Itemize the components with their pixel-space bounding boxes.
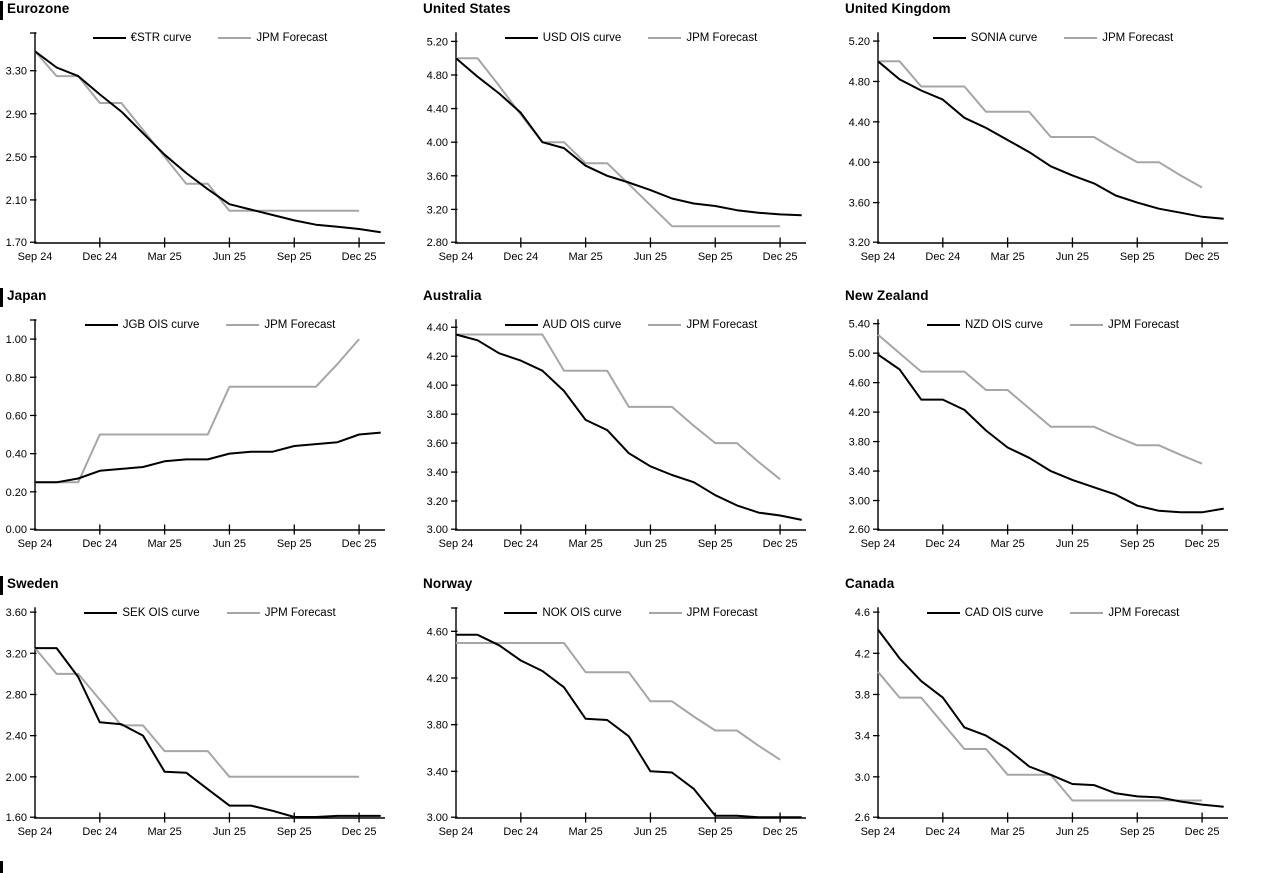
chart-cell-japan: [0, 287, 421, 575]
x-tick-label: Dec 24: [82, 538, 118, 550]
chart-cell-sweden: [0, 575, 421, 873]
y-tick-label: 4.6: [854, 607, 870, 620]
x-tick-label: Dec 25: [1184, 826, 1220, 838]
x-tick-label: Mar 25: [147, 538, 182, 550]
legend-label-forecast: JPM Forecast: [1108, 319, 1179, 331]
x-tick-label: Mar 25: [568, 538, 603, 550]
y-tick-label: 2.00: [5, 771, 27, 784]
forecast-line: [35, 648, 359, 777]
y-tick-label: 3.40: [426, 467, 448, 480]
x-tick-label: Mar 25: [990, 251, 1025, 263]
x-tick-label: Dec 24: [503, 538, 539, 550]
chart-cell-united-kingdom: [843, 0, 1264, 287]
x-tick-label: Jun 25: [212, 251, 246, 263]
x-tick-label: Dec 25: [762, 826, 798, 838]
chart-cell-united-states: [421, 0, 843, 287]
y-tick-label: 4.40: [426, 103, 448, 116]
forecast-line: [35, 339, 359, 482]
x-tick-label: Dec 24: [82, 826, 118, 838]
x-tick-label: Dec 25: [762, 538, 798, 550]
x-tick-label: Jun 25: [633, 251, 667, 263]
rate-chart-svg: [843, 596, 1243, 846]
curve-line: [878, 630, 1224, 807]
section-bar: [0, 576, 3, 595]
legend-label-curve: NZD OIS curve: [965, 319, 1044, 331]
y-tick-label: 4.2: [854, 648, 870, 661]
y-tick-label: 2.80: [5, 689, 27, 702]
rate-chart-svg: [0, 596, 400, 846]
x-tick-label: Sep 25: [697, 538, 733, 550]
y-tick-label: 4.60: [848, 377, 870, 390]
y-tick-label: 3.20: [426, 204, 448, 217]
forecast-line: [456, 643, 780, 760]
y-tick-label: 2.60: [848, 524, 870, 537]
x-tick-label: Mar 25: [568, 251, 603, 263]
x-tick-label: Sep 24: [438, 826, 474, 838]
y-tick-label: 3.60: [5, 607, 27, 620]
x-tick-label: Mar 25: [990, 538, 1025, 550]
y-tick-label: 3.80: [848, 436, 870, 449]
y-tick-label: 4.80: [426, 70, 448, 82]
y-tick-label: 3.20: [426, 496, 448, 509]
legend-label-forecast: JPM Forecast: [686, 319, 758, 331]
chart-cell-australia: [421, 287, 843, 575]
chart-title-new-zealand: New Zealand: [845, 288, 929, 303]
y-tick-label: 4.40: [848, 116, 870, 129]
curve-line: [35, 433, 381, 483]
rate-chart-svg: [421, 21, 821, 271]
x-tick-label: Dec 25: [341, 251, 377, 263]
x-tick-label: Mar 25: [147, 826, 182, 838]
y-tick-label: 3.8: [854, 689, 870, 702]
y-tick-label: 3.20: [848, 237, 870, 250]
legend-label-forecast: JPM Forecast: [256, 32, 328, 44]
y-tick-label: 2.80: [426, 237, 448, 250]
legend-label-forecast: JPM Forecast: [686, 32, 758, 44]
y-tick-label: 0.00: [5, 524, 27, 537]
y-tick-label: 2.50: [5, 151, 27, 164]
curve-line: [35, 648, 381, 817]
y-tick-label: 2.6: [854, 812, 870, 825]
y-tick-label: 5.20: [426, 36, 448, 49]
forecast-line: [878, 672, 1202, 801]
forecast-line: [456, 58, 780, 226]
curve-line: [878, 61, 1224, 219]
x-tick-label: Sep 24: [438, 251, 474, 263]
y-tick-label: 1.00: [5, 334, 27, 347]
legend-label-forecast: JPM Forecast: [264, 607, 336, 619]
legend-label-curve: SONIA curve: [970, 32, 1038, 44]
x-tick-label: Dec 25: [1184, 538, 1220, 550]
legend-label-curve: SEK OIS curve: [122, 607, 200, 619]
rate-chart-svg: [843, 308, 1243, 558]
x-tick-label: Sep 24: [17, 251, 53, 263]
legend-label-curve: AUD OIS curve: [542, 319, 622, 331]
forecast-line: [456, 335, 780, 480]
y-tick-label: 3.4: [854, 730, 870, 743]
y-tick-label: 3.30: [5, 65, 27, 78]
legend-label-forecast: JPM Forecast: [1108, 607, 1180, 619]
x-tick-label: Mar 25: [147, 251, 182, 263]
x-tick-label: Jun 25: [1055, 826, 1089, 838]
section-bar: [0, 1, 3, 20]
rate-chart-svg: [843, 21, 1243, 271]
y-tick-label: 3.00: [848, 495, 870, 508]
y-tick-label: 0.20: [5, 486, 27, 499]
y-tick-label: 4.00: [426, 137, 448, 150]
section-bar: [0, 288, 3, 307]
curve-line: [456, 58, 802, 215]
y-tick-label: 2.10: [5, 194, 27, 207]
x-tick-label: Jun 25: [1055, 251, 1089, 263]
y-tick-label: 4.20: [426, 351, 448, 364]
forecast-line: [35, 51, 359, 210]
chart-cell-canada: [843, 575, 1264, 873]
chart-title-japan: Japan: [7, 288, 47, 303]
y-tick-label: 3.60: [848, 197, 870, 210]
legend-label-curve: CAD OIS curve: [964, 607, 1044, 619]
rate-chart-svg: [0, 21, 400, 271]
y-tick-label: 2.40: [5, 730, 27, 743]
y-tick-label: 2.90: [5, 108, 27, 121]
y-tick-label: 4.40: [426, 322, 448, 335]
x-tick-label: Sep 25: [697, 251, 733, 263]
legend-label-forecast: JPM Forecast: [1102, 32, 1174, 44]
x-tick-label: Jun 25: [212, 538, 246, 550]
x-tick-label: Dec 25: [341, 538, 377, 550]
x-tick-label: Dec 24: [925, 538, 961, 550]
y-tick-label: 4.60: [426, 626, 448, 639]
y-tick-label: 5.40: [848, 318, 870, 331]
x-tick-label: Jun 25: [633, 538, 667, 550]
y-tick-label: 3.60: [426, 170, 448, 183]
x-tick-label: Sep 24: [17, 538, 53, 550]
rate-chart-svg: [421, 308, 821, 558]
y-tick-label: 3.20: [5, 648, 27, 661]
chart-cell-eurozone: [0, 0, 421, 287]
x-tick-label: Dec 24: [925, 251, 961, 263]
x-tick-label: Jun 25: [212, 826, 246, 838]
y-tick-label: 3.00: [426, 524, 448, 537]
chart-title-united-kingdom: United Kingdom: [845, 1, 951, 16]
y-tick-label: 1.60: [5, 812, 27, 825]
rate-chart-svg: [421, 596, 821, 846]
x-tick-label: Sep 24: [17, 826, 53, 838]
y-tick-label: 4.20: [426, 673, 448, 685]
y-tick-label: 3.80: [426, 409, 448, 422]
x-tick-label: Sep 24: [438, 538, 474, 550]
y-tick-label: 4.80: [848, 76, 870, 89]
x-tick-label: Mar 25: [568, 826, 603, 838]
y-tick-label: 4.20: [848, 407, 870, 420]
legend-label-forecast: JPM Forecast: [686, 607, 758, 619]
y-tick-label: 3.60: [426, 438, 448, 451]
y-tick-label: 3.80: [426, 719, 448, 732]
curve-line: [35, 51, 381, 232]
chart-title-australia: Australia: [423, 288, 482, 303]
x-tick-label: Sep 25: [276, 826, 312, 838]
chart-title-norway: Norway: [423, 576, 473, 591]
rate-chart-svg: [0, 308, 400, 558]
x-tick-label: Sep 25: [1119, 251, 1155, 263]
x-tick-label: Sep 25: [276, 251, 312, 263]
x-tick-label: Sep 24: [860, 251, 896, 263]
x-tick-label: Mar 25: [990, 826, 1025, 838]
y-tick-label: 3.40: [426, 766, 448, 779]
chart-title-sweden: Sweden: [7, 576, 59, 591]
chart-title-eurozone: Eurozone: [7, 1, 70, 16]
x-tick-label: Jun 25: [633, 826, 667, 838]
legend-label-curve: €STR curve: [130, 32, 192, 44]
y-tick-label: 3.00: [426, 812, 448, 825]
y-tick-label: 0.60: [5, 410, 27, 423]
curve-line: [456, 335, 802, 520]
legend-label-curve: NOK OIS curve: [542, 607, 622, 619]
forecast-line: [878, 61, 1202, 187]
x-tick-label: Dec 24: [503, 251, 539, 263]
chart-cell-new-zealand: [843, 287, 1264, 575]
y-tick-label: 0.80: [5, 372, 27, 385]
x-tick-label: Sep 25: [1119, 826, 1155, 838]
chart-title-united-states: United States: [423, 1, 511, 16]
y-tick-label: 0.40: [5, 448, 27, 461]
y-tick-label: 1.70: [5, 237, 27, 250]
y-tick-label: 4.00: [426, 380, 448, 393]
x-tick-label: Dec 24: [82, 251, 118, 263]
x-tick-label: Dec 25: [762, 251, 798, 263]
y-tick-label: 3.40: [848, 466, 870, 479]
x-tick-label: Sep 24: [860, 538, 896, 550]
y-tick-label: 3.0: [854, 771, 870, 784]
x-tick-label: Sep 25: [276, 538, 312, 550]
x-tick-label: Sep 25: [697, 826, 733, 838]
y-tick-label: 4.00: [848, 157, 870, 170]
curve-line: [878, 355, 1224, 513]
legend-label-curve: USD OIS curve: [542, 32, 622, 44]
x-tick-label: Dec 25: [341, 826, 377, 838]
x-tick-label: Sep 25: [1119, 538, 1155, 550]
legend-label-forecast: JPM Forecast: [264, 319, 336, 331]
y-tick-label: 5.00: [848, 348, 870, 361]
x-tick-label: Jun 25: [1055, 538, 1089, 550]
curve-line: [456, 635, 802, 817]
chart-cell-norway: [421, 575, 843, 873]
x-tick-label: Dec 24: [925, 826, 961, 838]
x-tick-label: Dec 25: [1184, 251, 1220, 263]
y-tick-label: 5.20: [848, 36, 870, 49]
next-section-bar-partial: [0, 861, 3, 873]
x-tick-label: Sep 24: [860, 826, 896, 838]
legend-label-curve: JGB OIS curve: [122, 319, 200, 331]
chart-title-canada: Canada: [845, 576, 895, 591]
x-tick-label: Dec 24: [503, 826, 539, 838]
